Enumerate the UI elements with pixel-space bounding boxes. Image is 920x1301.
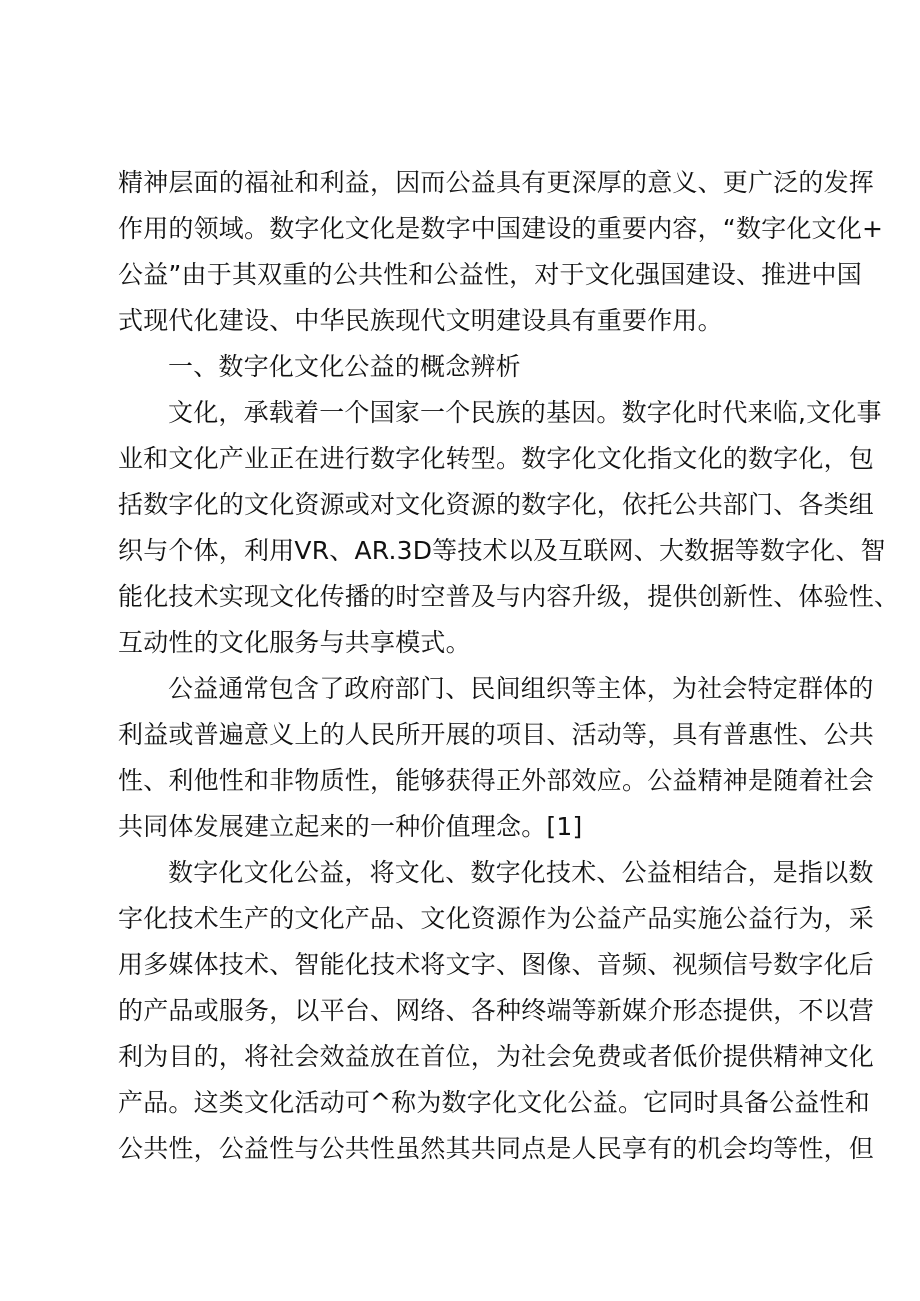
text-line: 字化技术生产的文化产品、文化资源作为公益产品实施公益行为，采	[118, 904, 875, 933]
paragraph-start-line: 数字化文化公益，将文化、数字化技术、公益相结合，是指以数	[168, 858, 874, 887]
text-line: 利益或普遍意义上的人民所开展的项目、活动等，具有普惠性、公共	[118, 720, 875, 749]
body-text	[118, 160, 900, 1172]
paragraph-start-line: 文化，承载着一个国家一个民族的基因。数字化时代来临,文化事	[168, 398, 882, 427]
text-line: 公益”由于其双重的公共性和公益性，对于文化强国建设、推进中国	[118, 260, 862, 289]
text-line: 能化技术实现文化传播的时空普及与内容升级，提供创新性、体验性、	[118, 582, 900, 611]
text-line: 利为目的，将社会效益放在首位，为社会免费或者低价提供精神文化	[118, 1042, 875, 1071]
text-line: 作用的领域。数字化文化是数字中国建设的重要内容，“数字化文化+	[118, 214, 884, 243]
section-heading: 一、数字化文化公益的概念辨析	[168, 352, 521, 381]
text-line: 公共性，公益性与公共性虽然其共同点是人民享有的机会均等性，但	[118, 1134, 875, 1163]
text-line: 精神层面的福祉和利益，因而公益具有更深厚的意义、更广泛的发挥	[118, 168, 875, 197]
text-line: 式现代化建设、中华民族现代文明建设具有重要作用。	[118, 306, 723, 335]
text-line: 产品。这类文化活动可^称为数字化文化公益。它同时具备公益性和	[118, 1088, 870, 1117]
paragraph-start-line: 公益通常包含了政府部门、民间组织等主体，为社会特定群体的	[168, 674, 874, 703]
text-line: 业和文化产业正在进行数字化转型。数字化文化指文化的数字化，包	[118, 444, 875, 473]
text-line: 性、利他性和非物质性，能够获得正外部效应。公益精神是随着社会	[118, 766, 875, 795]
text-line: 用多媒体技术、智能化技术将文字、图像、音频、视频信号数字化后	[118, 950, 875, 979]
text-line: 织与个体，利用VR、AR.3D等技术以及互联网、大数据等数字化、智	[118, 536, 886, 565]
text-line: 的产品或服务，以平台、网络、各种终端等新媒介形态提供，不以营	[118, 996, 875, 1025]
text-line: 括数字化的文化资源或对文化资源的数字化，依托公共部门、各类组	[118, 490, 875, 519]
text-line: 共同体发展建立起来的一种价值理念。[1]	[118, 812, 583, 841]
text-line: 互动性的文化服务与共享模式。	[118, 628, 471, 657]
